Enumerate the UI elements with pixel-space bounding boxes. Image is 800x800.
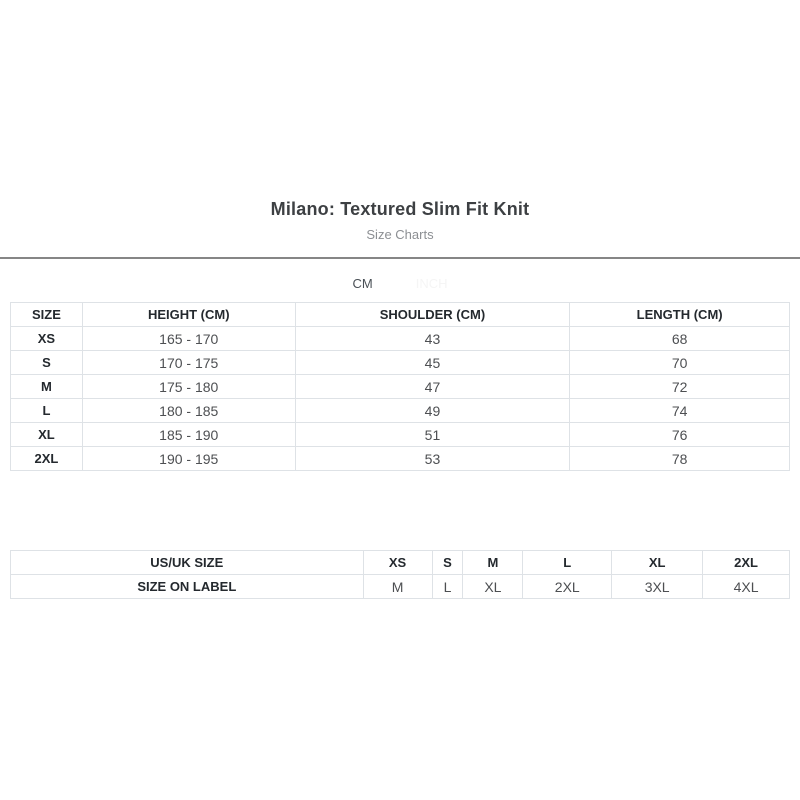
- table-row-2xl: [11, 447, 790, 471]
- table-cell: 3XL: [612, 575, 703, 599]
- tab-cm[interactable]: CM: [352, 276, 373, 291]
- column-header-shoulder: SHOULDER (CM): [295, 303, 570, 327]
- unit-tabs: [0, 276, 800, 291]
- column-header-size: SIZE: [11, 303, 83, 327]
- table-cell: 2XL: [523, 575, 612, 599]
- column-header: XL: [612, 551, 703, 575]
- column-header: S: [432, 551, 463, 575]
- table-cell: 4XL: [703, 575, 790, 599]
- table-cell: L: [11, 399, 83, 423]
- page-title: Milano: Textured Slim Fit Knit: [270, 199, 530, 219]
- conversion-table: [10, 550, 790, 599]
- table-cell: M: [363, 575, 432, 599]
- divider: [0, 257, 800, 259]
- table-cell: S: [11, 351, 83, 375]
- table-cell: 185 - 190: [82, 423, 295, 447]
- table-cell: 70: [570, 351, 790, 375]
- table-cell: 43: [295, 327, 570, 351]
- table-cell: L: [432, 575, 463, 599]
- table-cell: 47: [295, 375, 570, 399]
- table-cell: M: [11, 375, 83, 399]
- table-cell: 2XL: [11, 447, 83, 471]
- table-cell: XL: [11, 423, 83, 447]
- table-row-xl: [11, 423, 790, 447]
- column-header: XS: [363, 551, 432, 575]
- table-cell: 72: [570, 375, 790, 399]
- table-cell: 68: [570, 327, 790, 351]
- table-row-l: [11, 399, 790, 423]
- conversion-header-row: [11, 551, 790, 575]
- table-cell: 190 - 195: [82, 447, 295, 471]
- table-cell: 180 - 185: [82, 399, 295, 423]
- table-cell: 175 - 180: [82, 375, 295, 399]
- column-header: L: [523, 551, 612, 575]
- table-cell: 45: [295, 351, 570, 375]
- table-cell: XS: [11, 327, 83, 351]
- size-on-label-row: [11, 575, 790, 599]
- table-cell: 170 - 175: [82, 351, 295, 375]
- table-cell: 76: [570, 423, 790, 447]
- column-header: 2XL: [703, 551, 790, 575]
- column-header-height: HEIGHT (CM): [82, 303, 295, 327]
- table-cell: 74: [570, 399, 790, 423]
- tab-inch[interactable]: INCH: [415, 276, 448, 291]
- table-cell: 165 - 170: [82, 327, 295, 351]
- column-header-length: LENGTH (CM): [570, 303, 790, 327]
- table-row-m: [11, 375, 790, 399]
- table-cell: 51: [295, 423, 570, 447]
- column-header: M: [463, 551, 523, 575]
- table-cell: 49: [295, 399, 570, 423]
- table-row-s: [11, 351, 790, 375]
- page-subtitle: Size Charts: [366, 227, 434, 242]
- size-on-label-header: SIZE ON LABEL: [11, 575, 364, 599]
- measurement-table: [10, 302, 790, 471]
- table-row-xs: [11, 327, 790, 351]
- table-cell: 53: [295, 447, 570, 471]
- table-cell: XL: [463, 575, 523, 599]
- us-uk-size-header: US/UK SIZE: [11, 551, 364, 575]
- measurement-header-row: [11, 303, 790, 327]
- table-cell: 78: [570, 447, 790, 471]
